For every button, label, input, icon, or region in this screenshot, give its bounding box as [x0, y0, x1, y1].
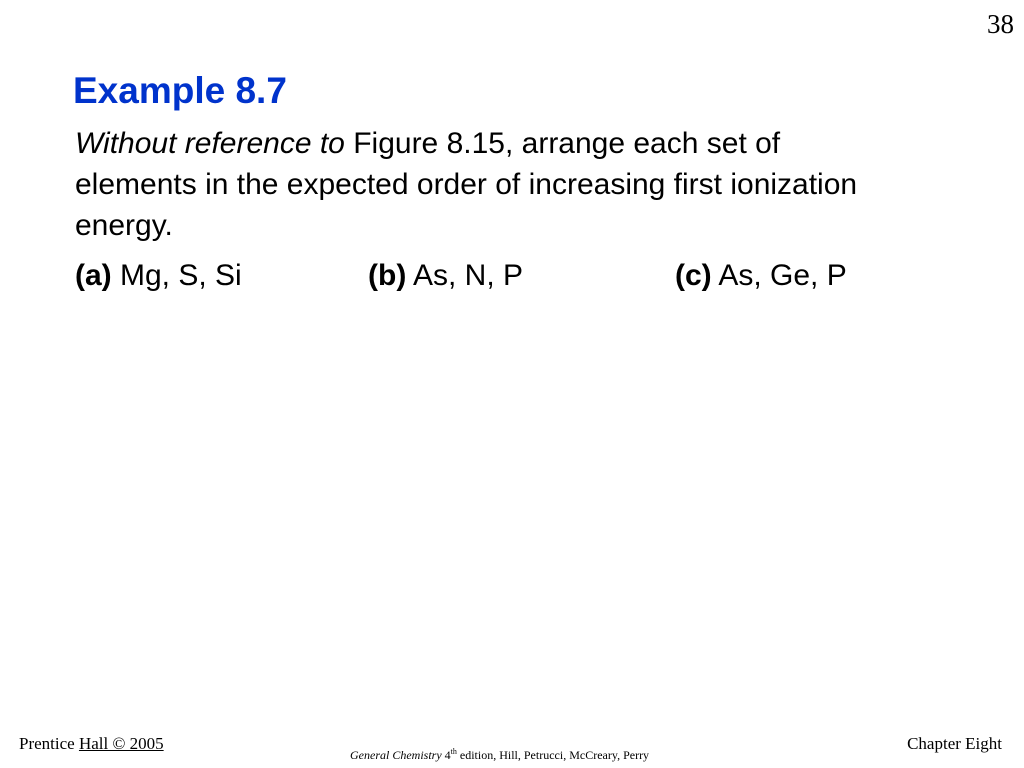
option-a-text: Mg, S, Si [111, 259, 242, 292]
footer-edition-number: 4 [441, 748, 451, 762]
footer-edition-suffix: th [450, 747, 457, 756]
option-c-letter: (c) [675, 259, 712, 292]
option-b [368, 255, 523, 296]
footer-publisher-prefix: Prentice [19, 734, 79, 753]
answer-options [75, 255, 955, 296]
problem-text: Figure 8.15, arrange each set of elements in the expected order of increasing first ionization energy. [75, 127, 858, 242]
option-c [675, 255, 847, 296]
option-b-text: As, N, P [406, 259, 524, 292]
footer-publisher [19, 733, 164, 755]
slide-number: 38 [987, 9, 1014, 39]
option-a [75, 255, 242, 296]
option-a-letter: (a) [75, 259, 112, 292]
option-b-letter: (b) [368, 259, 407, 292]
footer-chapter: Chapter Eight [907, 734, 1002, 753]
problem-statement [75, 123, 905, 246]
problem-italic-lead: Without reference to [75, 127, 345, 160]
footer-book-citation [350, 747, 649, 763]
footer-book-title: General Chemistry [350, 748, 442, 762]
option-c-text: As, Ge, P [711, 259, 847, 292]
footer-publisher-copyright: Hall © 2005 [78, 734, 164, 753]
footer-authors: edition, Hill, Petrucci, McCreary, Perry [456, 748, 650, 762]
slide-title: Example 8.7 [73, 70, 287, 111]
